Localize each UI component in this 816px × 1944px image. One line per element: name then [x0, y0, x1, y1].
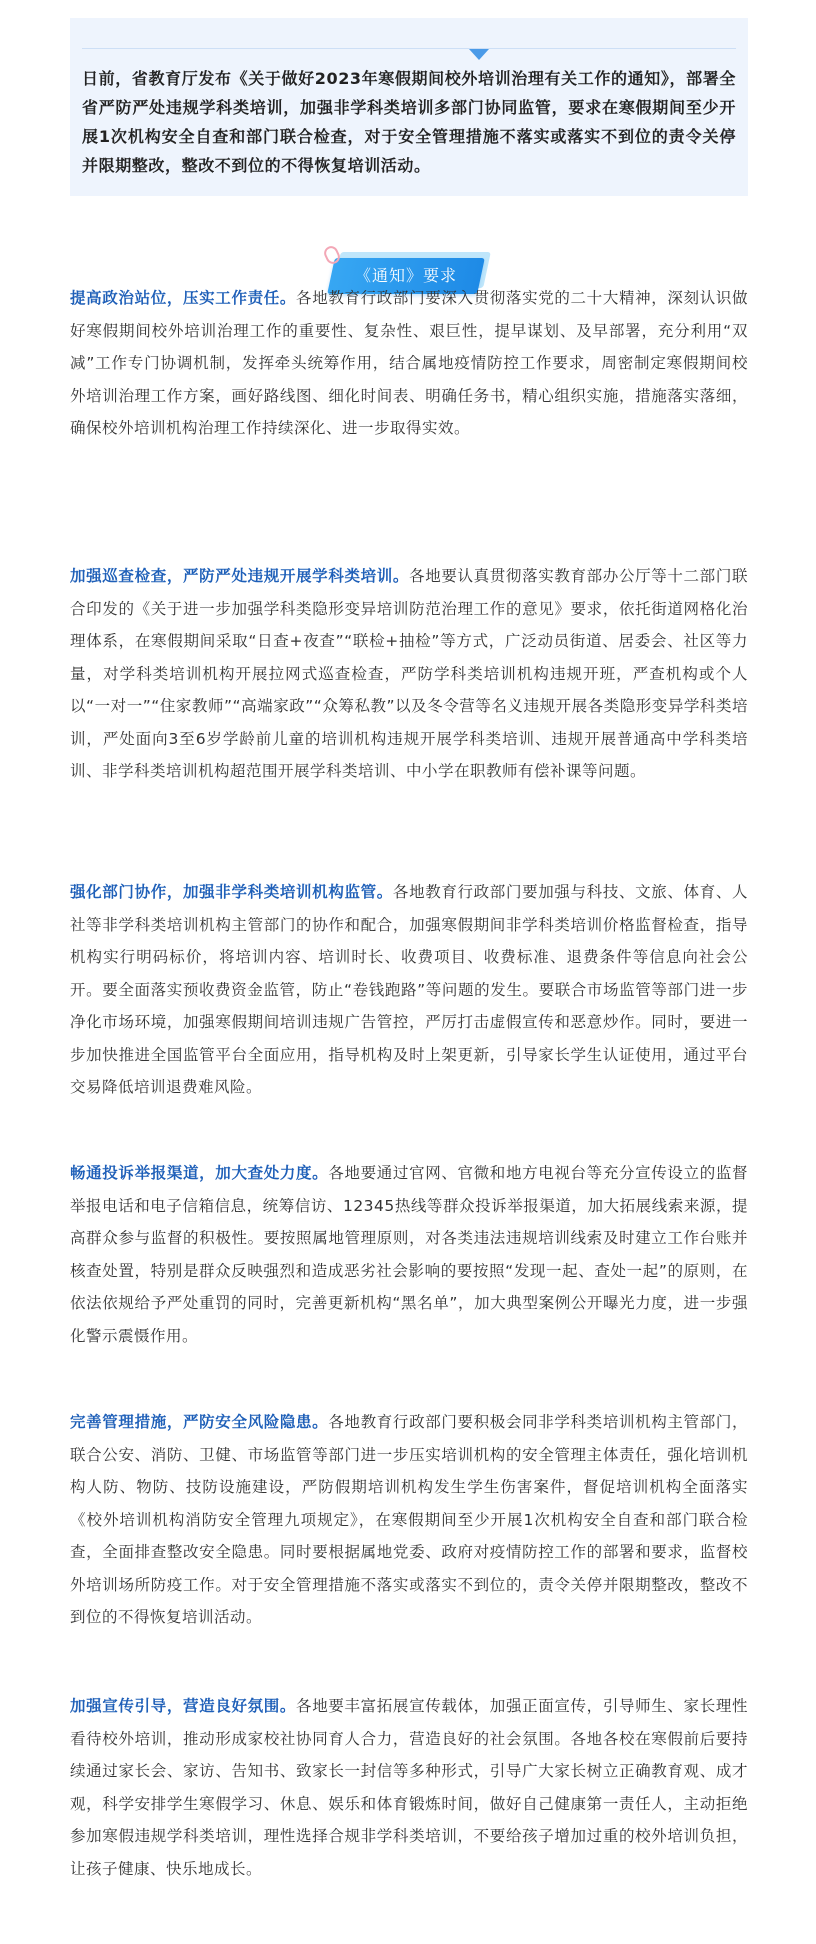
- paragraph-body: 各地教育行政部门要深入贯彻落实党的二十大精神，深刻认识做好寒假期间校外培训治理工作的重要性、复杂性、艰巨性，提早谋划、及早部署，充分利用“双减”工作专门协调机制，发挥牵头统筹作用，结合属地疫情防控工作要求，周密制定寒假期间校外培训治理工作方案，画好路线图、细化时间表、明确任务书，精心组织实施，措施落实落细，确保校外培训机构治理工作持续深化、进一步取得实效。: [70, 289, 748, 437]
- summary-divider: [82, 48, 736, 49]
- paragraph-lead: 加强巡查检查，严防严处违规开展学科类培训。: [70, 567, 410, 585]
- paragraph-body: 各地教育行政部门要加强与科技、文旅、体育、人社等非学科类培训机构主管部门的协作和配合，加强寒假期间非学科类培训价格监督检查，指导机构实行明码标价，将培训内容、培训时长、收费项目、收费标准、退费条件等信息向社会公开。要全面落实预收费资金监管，防止“卷钱跑路”等问题的发生。要联合市场监管等部门进一步净化市场环境，加强寒假期间培训违规广告管控，严厉打击虚假宣传和恶意炒作。同时，要进一步加快推进全国监管平台全面应用，指导机构及时上架更新，引导家长学生认证使用，通过平台交易降低培训退费难风险。: [70, 883, 748, 1096]
- paragraph-lead: 提高政治站位，压实工作责任。: [70, 289, 297, 307]
- paragraph-lead: 完善管理措施，严防安全风险隐患。: [70, 1413, 329, 1431]
- triangle-down-icon: [469, 49, 489, 60]
- paragraph-body: 各地教育行政部门要积极会同非学科类培训机构主管部门，联合公安、消防、卫健、市场监管等部门进一步压实培训机构的安全管理主体责任，强化培训机构人防、物防、技防设施建设，严防假期培训机构发生学生伤害案件，督促培训机构全面落实《校外培训机构消防安全管理九项规定》，在寒假期间至少开展1次机构安全自查和部门联合检查，全面排查整改安全隐患。同时要根据属地党委、政府对疫情防控工作的部署和要求，监督校外培训场所防疫工作。对于安全管理措施不落实或落实不到位的，责令关停并限期整改，整改不到位的不得恢复培训活动。: [70, 1413, 748, 1626]
- paragraph-safety: [70, 1406, 748, 1634]
- paragraph-lead: 加强宣传引导，营造良好氛围。: [70, 1697, 297, 1715]
- summary-text: 日前，省教育厅发布《关于做好2023年寒假期间校外培训治理有关工作的通知》，部署全省严防严处违规学科类培训，加强非学科类培训多部门协同监管，要求在寒假期间至少开展1次机构安全自查和部门联合检查，对于安全管理措施不落实或落实不到位的责令关停并限期整改，整改不到位的不得恢复培训活动。: [82, 69, 736, 175]
- paragraph-lead: 畅通投诉举报渠道，加大查处力度。: [70, 1164, 329, 1182]
- paragraph-lead: 强化部门协作，加强非学科类培训机构监管。: [70, 883, 393, 901]
- section-title: 《通知》要求: [354, 266, 457, 285]
- paragraph-complaints: [70, 1157, 748, 1352]
- paragraph-body: 各地要认真贯彻落实教育部办公厅等十二部门联合印发的《关于进一步加强学科类隐形变异培训防范治理工作的意见》要求，依托街道网格化治理体系，在寒假期间采取“日查+夜查”“联检+抽检”等方式，广泛动员街道、居委会、社区等力量，对学科类培训机构开展拉网式巡查检查，严防学科类培训机构违规开班，严查机构或个人以“一对一”“住家教师”“高端家政”“众筹私教”以及冬令营等名义违规开展各类隐形变异学科类培训，严处面向3至6岁学龄前儿童的培训机构违规开展学科类培训、违规开展普通高中学科类培训、非学科类培训机构超范围开展学科类培训、中小学在职教师有偿补课等问题。: [70, 567, 748, 780]
- paragraph-inspection: [70, 560, 748, 788]
- paragraph-body: 各地要通过官网、官微和地方电视台等充分宣传设立的监督举报电话和电子信箱信息，统筹信访、12345热线等群众投诉举报渠道，加大拓展线索来源，提高群众参与监督的积极性。要按照属地管理原则，对各类违法违规培训线索及时建立工作台账并核查处置，特别是群众反映强烈和造成恶劣社会影响的要按照“发现一起、查处一起”的原则，在依法依规给予严处重罚的同时，完善更新机构“黑名单”，加大典型案例公开曝光力度，进一步强化警示震慑作用。: [70, 1164, 748, 1345]
- paragraph-political: [70, 282, 748, 445]
- paragraph-publicity: [70, 1690, 748, 1885]
- summary-box: [70, 18, 748, 196]
- paragraph-body: 各地要丰富拓展宣传载体，加强正面宣传，引导师生、家长理性看待校外培训，推动形成家校社协同育人合力，营造良好的社会氛围。各地各校在寒假前后要持续通过家长会、家访、告知书、致家长一封信等多种形式，引导广大家长树立正确教育观、成才观，科学安排学生寒假学习、休息、娱乐和体育锻炼时间，做好自己健康第一责任人，主动拒绝参加寒假违规学科类培训，理性选择合规非学科类培训，不要给孩子增加过重的校外培训负担，让孩子健康、快乐地成长。: [70, 1697, 748, 1878]
- paragraph-cooperation: [70, 876, 748, 1104]
